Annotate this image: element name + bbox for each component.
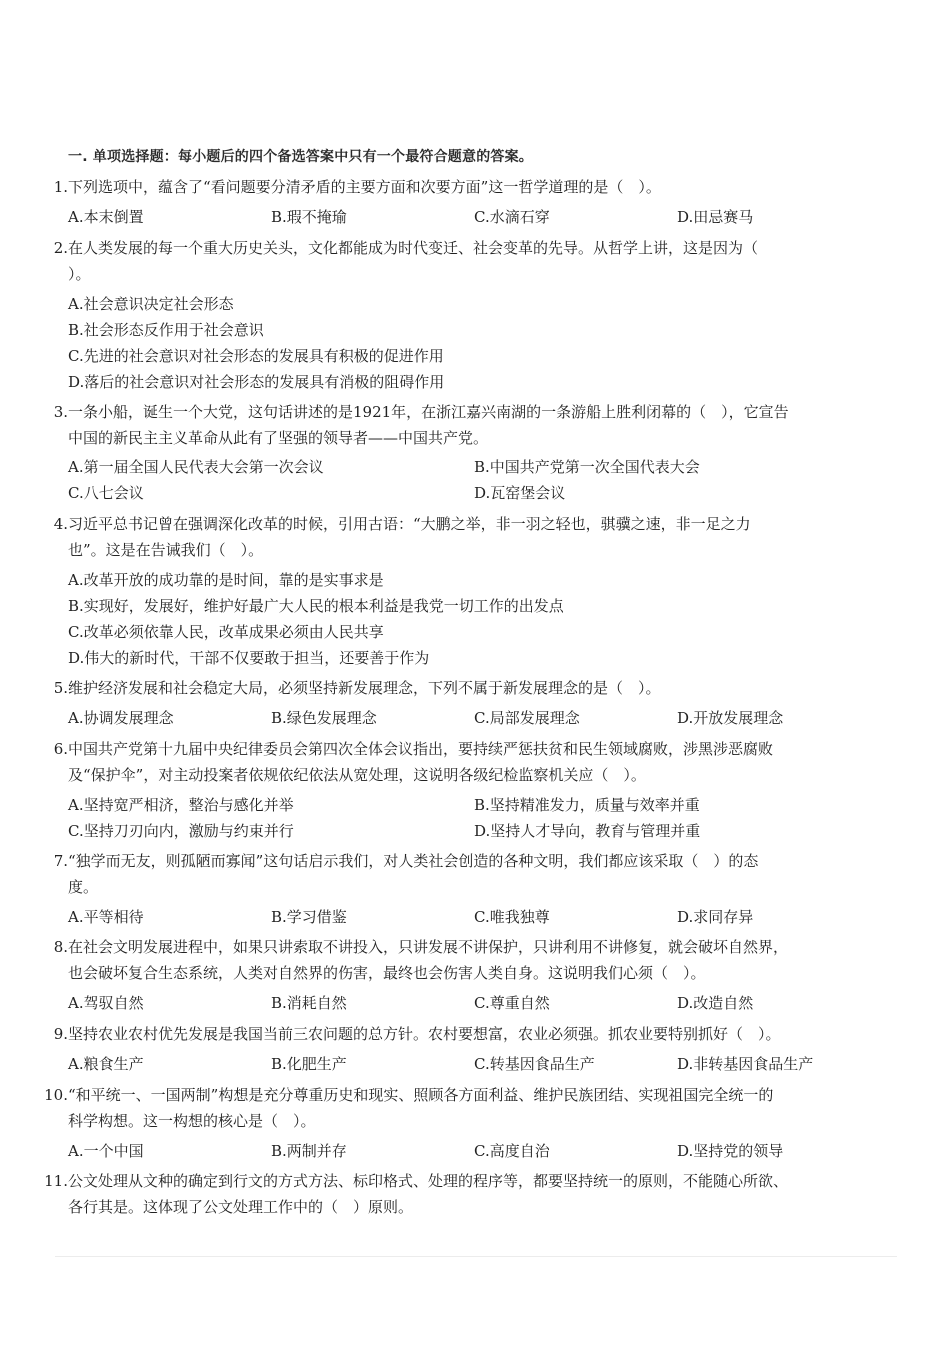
question-number: 4. xyxy=(53,515,68,533)
option-c: C.尊重自然 xyxy=(474,994,550,1012)
option-b: B.实现好，发展好，维护好最广大人民的根本利益是我党一切工作的出发点 xyxy=(68,597,564,615)
option-a: A.一个中国 xyxy=(68,1142,144,1160)
option-c: C.先进的社会意识对社会形态的发展具有积极的促进作用 xyxy=(68,347,444,365)
page-footer-divider xyxy=(55,1256,897,1257)
question-text: “和平统一、一国两制”构想是充分尊重历史和现实、照顾各方面利益、维护民族团结、实现祖国完全统一的 科学构想。这一构想的核心是（ ）。 xyxy=(68,1086,774,1130)
option-d: D.落后的社会意识对社会形态的发展具有消极的阻碍作用 xyxy=(68,373,445,391)
option-d: D.瓦窑堡会议 xyxy=(474,484,566,502)
option-c: C.转基因食品生产 xyxy=(474,1055,595,1073)
option-b: B.两制并存 xyxy=(271,1142,347,1160)
option-c: C.水滴石穿 xyxy=(474,208,550,226)
question-text: 坚持农业农村优先发展是我国当前三农问题的总方针。农村要想富，农业必须强。抓农业要特别抓好（ ）。 xyxy=(68,1025,781,1043)
option-b: B.瑕不掩瑜 xyxy=(271,208,347,226)
option-b: B.社会形态反作用于社会意识 xyxy=(68,321,264,339)
option-d: D.坚持人才导向，教育与管理并重 xyxy=(474,822,701,840)
option-b: B.学习借鉴 xyxy=(271,908,347,926)
question-text: 在社会文明发展进程中，如果只讲索取不讲投入，只讲发展不讲保护，只讲利用不讲修复，就会破坏自然界， 也会破坏复合生态系统，人类对自然界的伤害，最终也会伤害人类自身。这说明我们心须（ ）。 xyxy=(68,938,789,982)
question-text: 中国共产党第十九届中央纪律委员会第四次全体会议指出，要持续严惩扶贫和民生领域腐败，涉黑涉恶腐败 及“保护伞”，对主动投案者依规依纪依法从宽处理，这说明各级纪检监察机关应（ ）。 xyxy=(68,740,774,784)
question-number: 10. xyxy=(44,1086,68,1104)
question-text: 一条小船，诞生一个大党，这句话讲述的是1921年，在浙江嘉兴南湖的一条游船上胜利闭幕的（ ），它宣告 中国的新民主主义革命从此有了坚强的领导者——中国共产党。 xyxy=(68,403,789,447)
question-number: 5. xyxy=(53,679,68,697)
option-d: D.田忌赛马 xyxy=(677,208,754,226)
option-a: A.粮食生产 xyxy=(68,1055,144,1073)
option-b: B.坚持精准发力，质量与效率并重 xyxy=(474,796,700,814)
option-d: D.开放发展理念 xyxy=(677,709,784,727)
option-a: A.社会意识决定社会形态 xyxy=(68,295,234,313)
option-b: B.绿色发展理念 xyxy=(271,709,377,727)
option-d: D.坚持党的领导 xyxy=(677,1142,784,1160)
question-number: 8. xyxy=(53,938,68,956)
question-number: 7. xyxy=(53,852,68,870)
question-text: 下列选项中，蕴含了“看问题要分清矛盾的主要方面和次要方面”这一哲学道理的是（ ）。 xyxy=(68,178,661,196)
question-number: 6. xyxy=(53,740,68,758)
option-a: A.改革开放的成功靠的是时间，靠的是实事求是 xyxy=(68,571,384,589)
option-a: A.第一届全国人民代表大会第一次会议 xyxy=(68,458,324,476)
section-title: 一. 单项选择题：每小题后的四个备选答案中只有一个最符合题意的答案。 xyxy=(68,149,533,165)
question-text: 习近平总书记曾在强调深化改革的时候，引用古语：“大鹏之举，非一羽之轻也，骐骥之速，非一足之力 也”。这是在告诫我们（ ）。 xyxy=(68,515,751,559)
option-c: C.坚持刀刃向内，激励与约束并行 xyxy=(68,822,294,840)
option-a: A.驾驭自然 xyxy=(68,994,144,1012)
question-text: 在人类发展的每一个重大历史关头，文化都能成为时代变迁、社会变革的先导。从哲学上讲，这是因为（ ）。 xyxy=(68,239,759,283)
question-number: 11. xyxy=(44,1172,68,1190)
option-b: B.化肥生产 xyxy=(271,1055,347,1073)
option-d: D.改造自然 xyxy=(677,994,754,1012)
question-text: 维护经济发展和社会稳定大局，必须坚持新发展理念，下列不属于新发展理念的是（ ）。 xyxy=(68,679,661,697)
option-a: A.坚持宽严相济，整治与感化并举 xyxy=(68,796,294,814)
option-c: C.唯我独尊 xyxy=(474,908,550,926)
option-c: C.局部发展理念 xyxy=(474,709,580,727)
option-a: A.本末倒置 xyxy=(68,208,144,226)
option-b: B.消耗自然 xyxy=(271,994,347,1012)
question-number: 3. xyxy=(53,403,68,421)
option-c: C.改革必须依靠人民，改革成果必须由人民共享 xyxy=(68,623,384,641)
question-text: “独学而无友，则孤陋而寡闻”这句话启示我们，对人类社会创造的各种文明，我们都应该采取（ ）的态 度。 xyxy=(68,852,759,896)
question-text: 公文处理从文种的确定到行文的方式方法、标印格式、处理的程序等，都要坚持统一的原则，不能随心所欲、 各行其是。这体现了公文处理工作中的（ ）原则。 xyxy=(68,1172,789,1216)
option-a: A.协调发展理念 xyxy=(68,709,174,727)
option-a: A.平等相待 xyxy=(68,908,144,926)
question-number: 2. xyxy=(53,239,68,257)
option-c: C.八七会议 xyxy=(68,484,144,502)
question-number: 9. xyxy=(53,1025,68,1043)
option-d: D.非转基因食品生产 xyxy=(677,1055,814,1073)
option-b: B.中国共产党第一次全国代表大会 xyxy=(474,458,700,476)
option-d: D.求同存异 xyxy=(677,908,754,926)
option-c: C.高度自治 xyxy=(474,1142,550,1160)
option-d: D.伟大的新时代，干部不仅要敢于担当，还要善于作为 xyxy=(68,649,430,667)
question-number: 1. xyxy=(53,178,68,196)
